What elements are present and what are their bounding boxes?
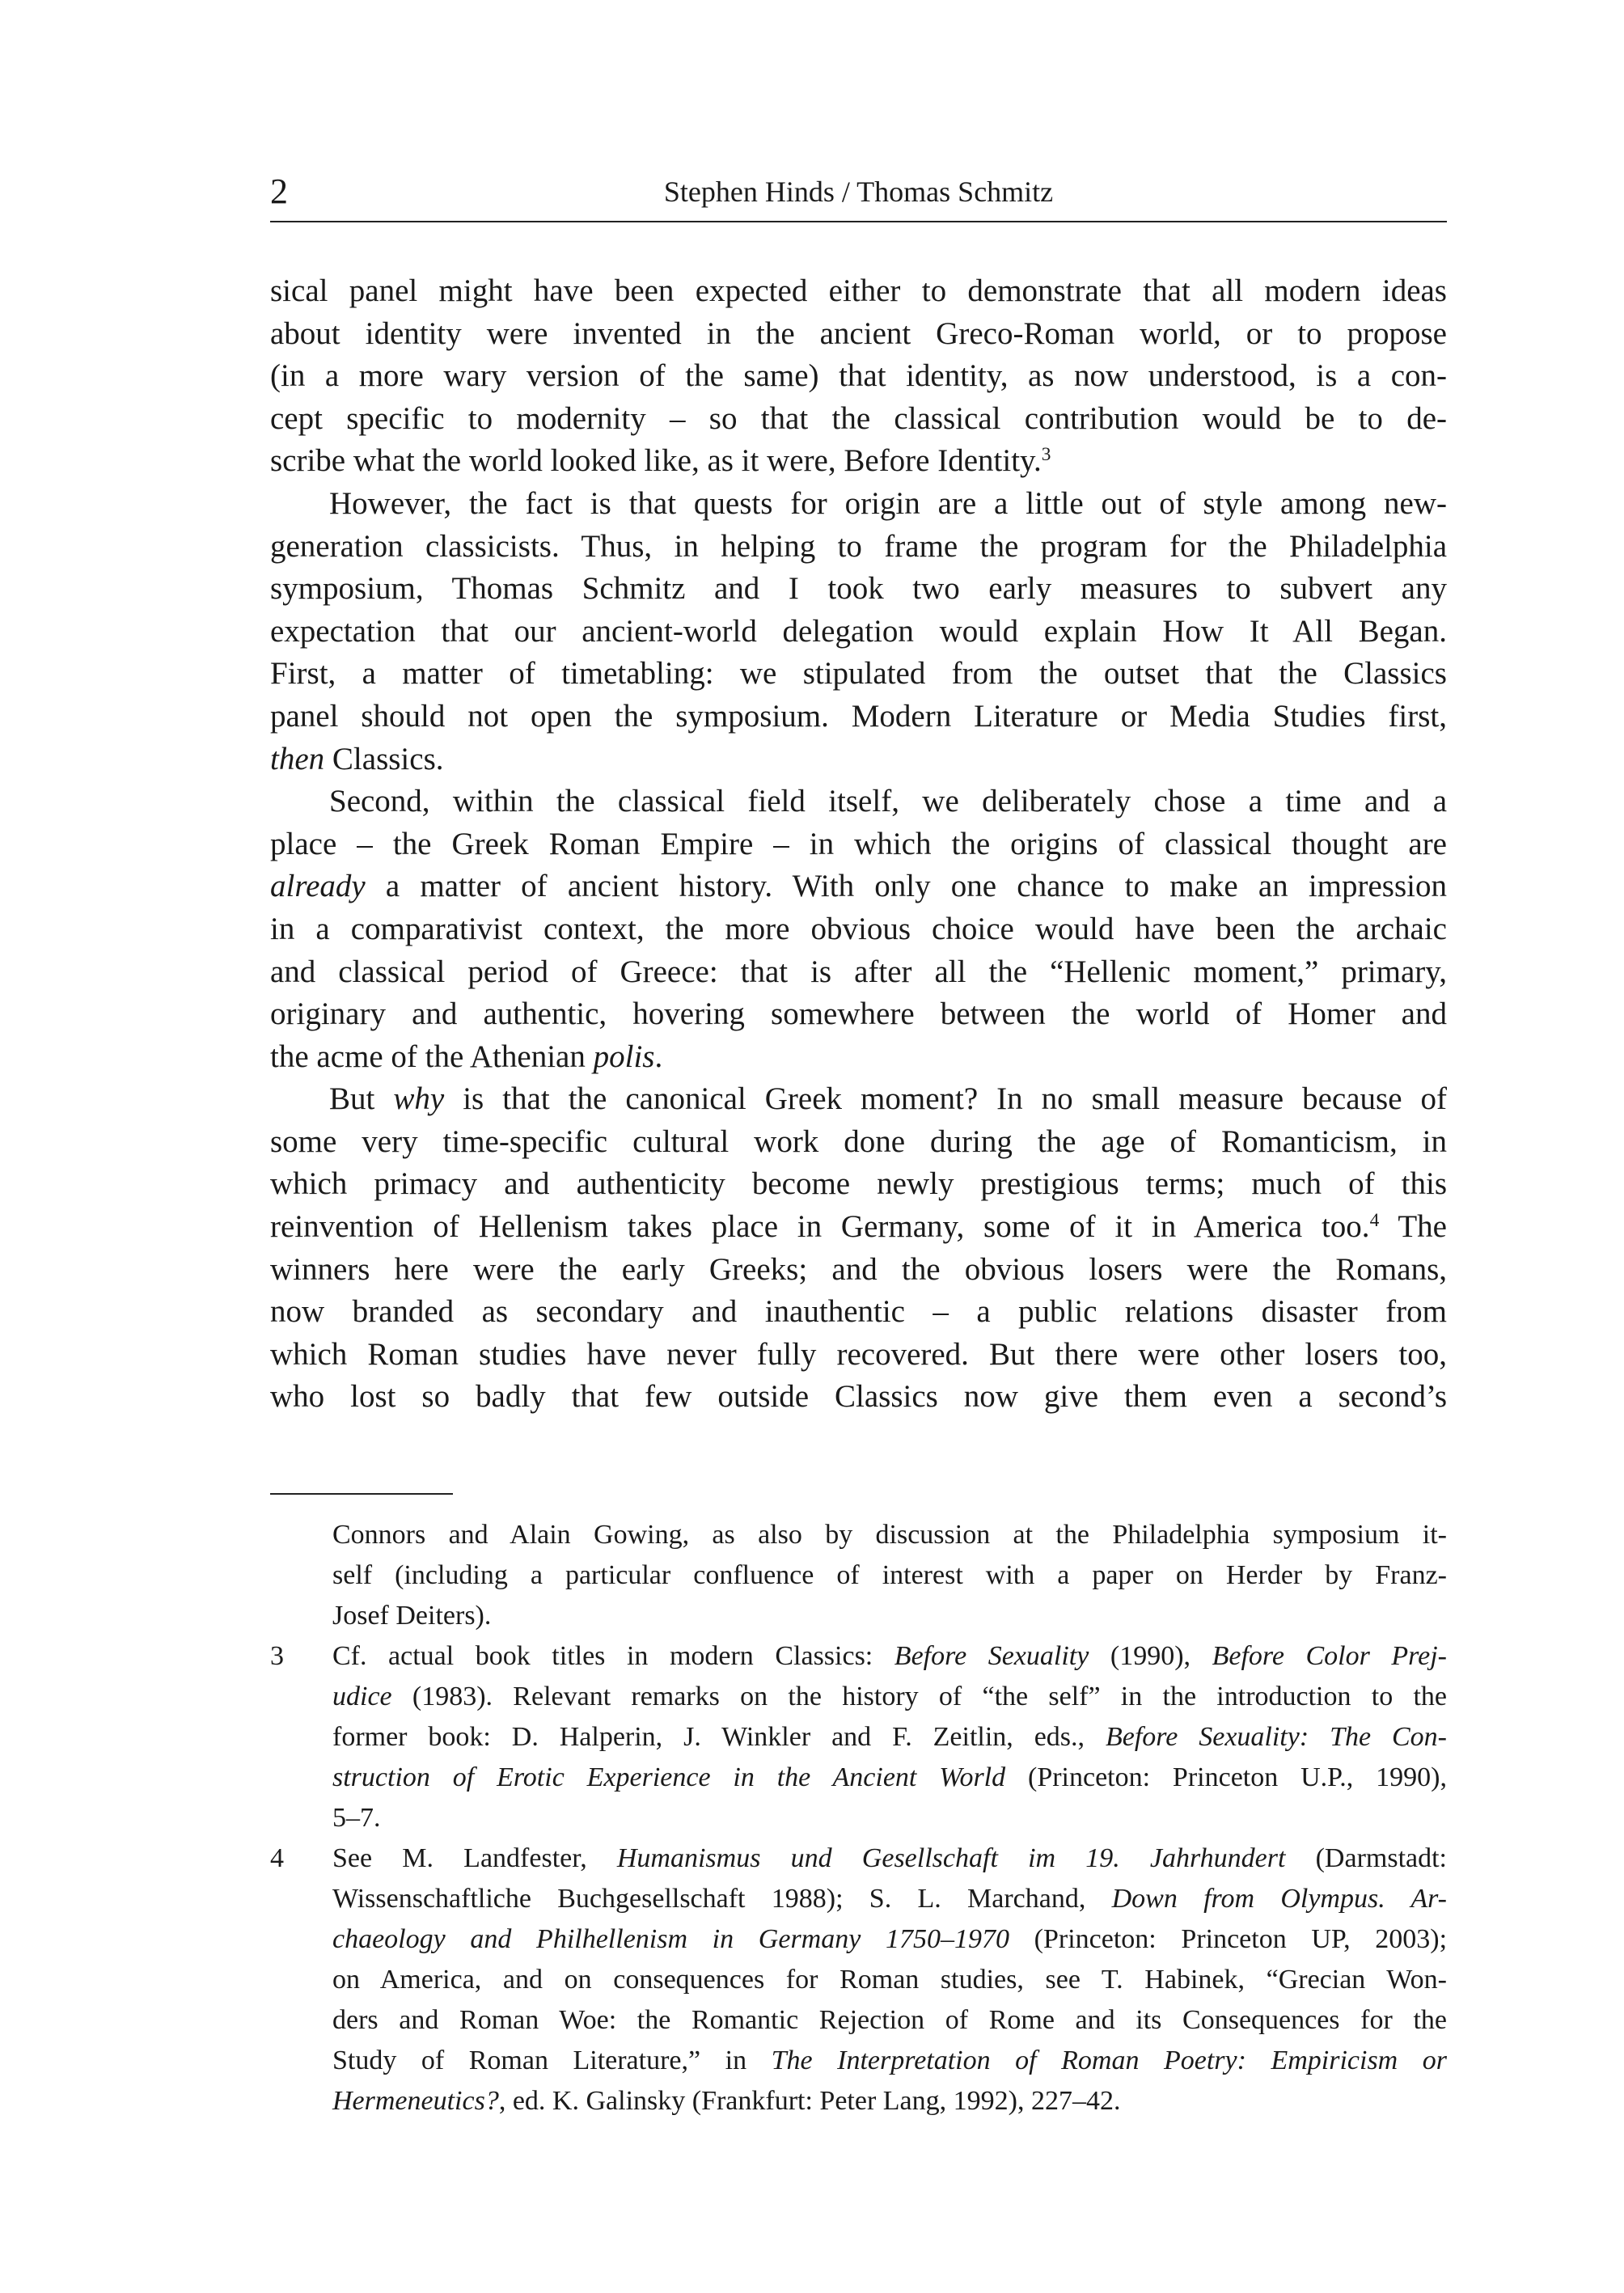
text-run: ders and Roman Woe: the Romantic Rejection of Rome and its Consequences for the [332, 2005, 1447, 2035]
footnote-line [332, 2041, 1447, 2081]
text-run: 5–7. [332, 1803, 381, 1833]
text-run: However, the fact is that quests for origin are a little out of style among new- [329, 485, 1447, 521]
text-run: Josef Deiters). [332, 1601, 492, 1631]
text-run: some very time-specific cultural work done during the age of Romanticism, in [270, 1123, 1447, 1159]
footnote-reference[interactable]: 4 [1369, 1210, 1380, 1232]
text-line [270, 568, 1447, 611]
footnote [270, 1636, 1447, 1838]
text-run: self (including a particular confluence of interest with a paper on Herder by Franz- [332, 1560, 1447, 1590]
footnote-line [332, 1919, 1447, 1960]
footnote-line [332, 1677, 1447, 1717]
italic-text: Before Sexuality [894, 1641, 1089, 1671]
text-run: a matter of ancient history. With only one chance to make an impression [365, 869, 1447, 904]
text-run: (Princeton: Princeton U.P., 1990), [1005, 1762, 1447, 1792]
text-line [270, 1163, 1447, 1206]
text-run: now branded as secondary and inauthentic – a public relations disaster from [270, 1294, 1447, 1330]
paragraph [270, 781, 1447, 1078]
paragraph [270, 483, 1447, 781]
text-line [270, 1334, 1447, 1377]
footnote [270, 1838, 1447, 2122]
footnote-line [332, 1596, 1447, 1636]
text-line [270, 313, 1447, 356]
footnote-line [332, 1717, 1447, 1758]
italic-text: then [270, 741, 325, 776]
italic-text: chaeology and Philhellenism in Germany 1750–1970 [332, 1924, 1009, 1954]
running-head: Stephen Hinds / Thomas Schmitz [663, 176, 1054, 208]
text-line [270, 1291, 1447, 1334]
text-line [270, 1376, 1447, 1419]
text-line [270, 398, 1447, 441]
text-run: Study of Roman Literature,” in [332, 2046, 772, 2075]
text-run: about identity were invented in the ancient Greco-Roman world, or to propose [270, 315, 1447, 351]
text-line [270, 696, 1447, 738]
text-line [270, 1078, 1447, 1121]
text-line [270, 1206, 1447, 1249]
paragraph [270, 1078, 1447, 1419]
paragraph [270, 270, 1447, 483]
text-line [270, 781, 1447, 823]
text-line [270, 1121, 1447, 1164]
text-run: (1983). Relevant remarks on the history of “the self” in the introduction to the [391, 1682, 1447, 1711]
text-run: sical panel might have been expected either to demonstrate that all modern ideas [270, 273, 1447, 308]
italic-text: Before Sexuality: The Con- [1105, 1722, 1447, 1752]
text-line [270, 483, 1447, 526]
text-run: generation classicists. Thus, in helping to frame the program for the Philadelphia [270, 528, 1447, 564]
footnote-line [332, 2081, 1447, 2122]
page-header [270, 166, 1447, 221]
text-run: (1990), [1089, 1641, 1212, 1671]
text-run: panel should not open the symposium. Modern Literature or Media Studies first, [270, 698, 1447, 734]
footnote-line [332, 1555, 1447, 1596]
page-number: 2 [270, 171, 288, 211]
text-run: symposium, Thomas Schmitz and I took two early measures to subvert any [270, 571, 1447, 607]
text-line [270, 270, 1447, 313]
text-line [270, 355, 1447, 398]
text-run: Cf. actual book titles in modern Classics: [332, 1641, 894, 1671]
text-run: which Roman studies have never fully recovered. But there were other losers too, [270, 1336, 1447, 1372]
text-line [270, 865, 1447, 908]
text-run: Wissenschaftliche Buchgesellschaft 1988); S. L. Marchand, [332, 1884, 1112, 1914]
text-line [270, 823, 1447, 866]
footnote-line [332, 1879, 1447, 1919]
footnote-line [332, 1960, 1447, 2000]
text-line [270, 653, 1447, 696]
text-run: expectation that our ancient-world delegation would explain How It All Began. [270, 613, 1447, 649]
italic-text: struction of Erotic Experience in the Ancient World [332, 1762, 1006, 1792]
text-run: See M. Landfester, [332, 1843, 617, 1873]
text-run: in a comparativist context, the more obvious choice would have been the archaic [270, 911, 1447, 946]
text-line [270, 993, 1447, 1036]
italic-text: already [270, 869, 366, 904]
italic-text: The Interpretation of Roman Poetry: Empiricism or [771, 2046, 1447, 2075]
text-run: former book: D. Halperin, J. Winkler and F. Zeitlin, eds., [332, 1722, 1106, 1752]
italic-text: udice [332, 1682, 392, 1711]
text-run: Second, within the classical field itself, we deliberately chose a time and a [329, 784, 1447, 819]
text-line [270, 611, 1447, 654]
italic-text: Hermeneutics? [332, 2086, 499, 2116]
text-run: winners here were the early Greeks; and the obvious losers were the Romans, [270, 1251, 1447, 1287]
footnote [270, 1515, 1447, 1636]
text-run: , ed. K. Galinsky (Frankfurt: Peter Lang, 1992), 227–42. [498, 2086, 1121, 2116]
text-run: place – the Greek Roman Empire – in which the origins of classical thought are [270, 826, 1447, 861]
text-line [270, 526, 1447, 569]
footnote-line [332, 1838, 1447, 1879]
italic-text: Before Color Prej- [1212, 1641, 1447, 1671]
footnote-line [332, 1515, 1447, 1555]
italic-text: Humanismus und Gesellschaft im 19. Jahrhundert [616, 1843, 1286, 1873]
text-run: and classical period of Greece: that is after all the “Hellenic moment,” primary, [270, 954, 1447, 989]
footnote-line [332, 1636, 1447, 1677]
text-run: But [329, 1081, 394, 1117]
text-run: the acme of the Athenian [270, 1039, 594, 1074]
text-run: which primacy and authenticity become newly prestigious terms; much of this [270, 1166, 1447, 1202]
text-run: cept specific to modernity – so that the classical contribution would be to de- [270, 400, 1447, 436]
footnote-number: 4 [270, 1843, 284, 1873]
text-run: on America, and on consequences for Roman studies, see T. Habinek, “Grecian Won- [332, 1965, 1447, 1995]
text-run: who lost so badly that few outside Classics now give them even a second’s [270, 1379, 1447, 1415]
text-run: (Princeton: Princeton UP, 2003); [1009, 1924, 1448, 1954]
body-text [270, 270, 1447, 1419]
italic-text: why [393, 1081, 445, 1117]
text-run: Connors and Alain Gowing, as also by discussion at the Philadelphia symposium it- [332, 1520, 1447, 1550]
footnote-line [332, 1758, 1447, 1798]
text-run: The [1379, 1209, 1447, 1245]
header-rule [270, 221, 1447, 222]
text-run: scribe what the world looked like, as it were, Before Identity. [270, 443, 1042, 479]
text-run: is that the canonical Greek moment? In no small measure because of [444, 1081, 1447, 1117]
text-run: reinvention of Hellenism takes place in Germany, some of it in America too. [270, 1209, 1370, 1245]
italic-text: polis [593, 1039, 655, 1074]
text-line [270, 1036, 1447, 1079]
text-run: (Darmstadt: [1285, 1843, 1448, 1873]
italic-text: Down from Olympus. Ar- [1111, 1884, 1448, 1914]
text-line [270, 440, 1447, 483]
text-run: (in a more wary version of the same) that identity, as now understood, is a con- [270, 358, 1447, 394]
footnote-line [332, 2000, 1447, 2041]
text-run: originary and authentic, hovering somewhere between the world of Homer and [270, 996, 1447, 1032]
text-line [270, 908, 1447, 951]
text-line [270, 951, 1447, 994]
footnotes [270, 1515, 1447, 2122]
footnote-reference[interactable]: 3 [1041, 444, 1051, 466]
footnote-number: 3 [270, 1641, 284, 1671]
text-line [270, 738, 1447, 781]
footnote-rule [270, 1493, 453, 1495]
text-line [270, 1249, 1447, 1292]
text-run: First, a matter of timetabling: we stipulated from the outset that the Classics [270, 656, 1447, 692]
text-run: . [654, 1039, 663, 1074]
footnote-line [332, 1798, 1447, 1838]
text-run: Classics. [324, 741, 444, 776]
